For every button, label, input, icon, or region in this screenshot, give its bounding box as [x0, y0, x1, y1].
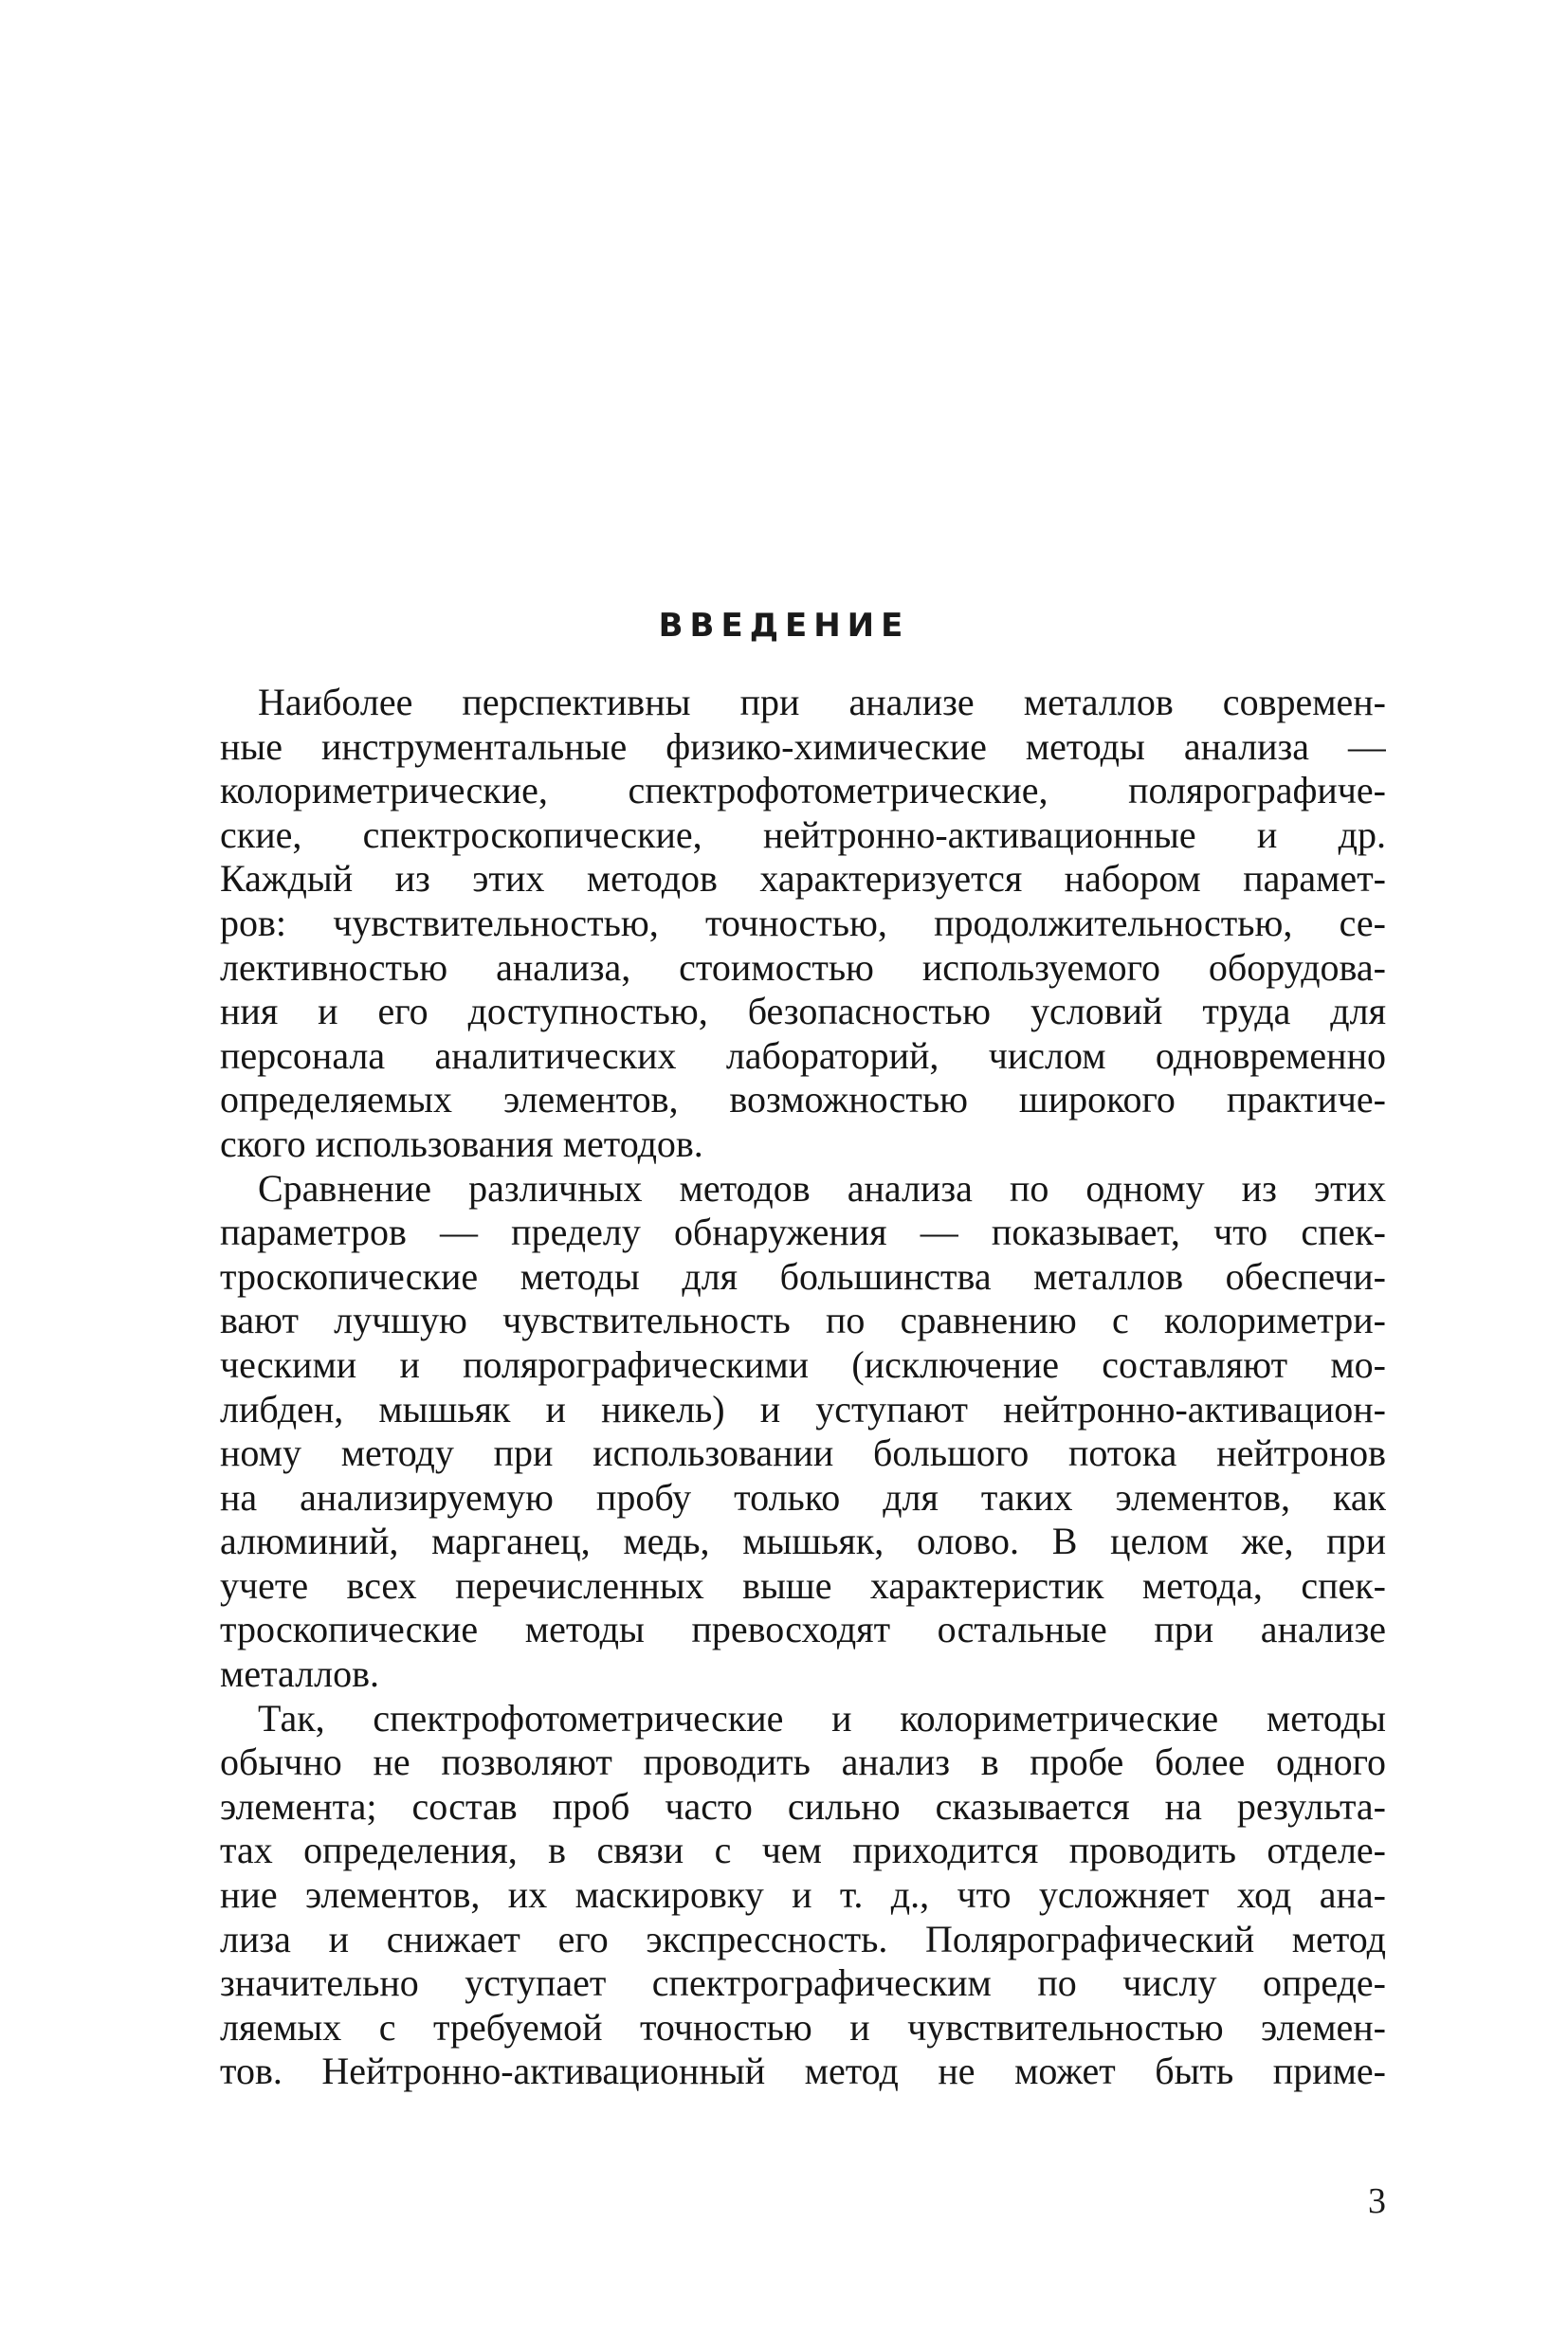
text-line: алюминий, марганец, медь, мышьяк, олово. В целом же, при [220, 1520, 1386, 1563]
text-line: ские, спектроскопические, нейтронно-активационные и др. [220, 812, 1386, 856]
text-line: значительно уступает спектрографическим по числу опреде- [220, 1961, 1386, 2005]
body-text [220, 681, 1386, 2094]
text-line: колориметрические, спектрофотометрические, полярографиче- [220, 769, 1386, 812]
text-line: троскопические методы для большинства металлов обеспечи- [220, 1254, 1386, 1298]
text-line: определяемых элементов, возможностью широкого практиче- [220, 1078, 1386, 1121]
text-line: Так, спектрофотометрические и колориметрические методы [258, 1696, 1386, 1740]
text-line: ные инструментальные физико-химические методы анализа — [220, 724, 1386, 768]
text-line: Сравнение различных методов анализа по одному из этих [258, 1166, 1386, 1210]
paragraph [220, 1697, 1386, 2094]
text-line: ние элементов, их маскировку и т. д., что усложняет ход ана- [220, 1873, 1386, 1917]
text-line: параметров — пределу обнаружения — показывает, что спек- [220, 1211, 1386, 1254]
text-line: ческими и полярографическими (исключение составляют мо- [220, 1342, 1386, 1386]
text-line: на анализируемую пробу только для таких элементов, как [220, 1475, 1386, 1519]
text-line: вают лучшую чувствительность по сравнению с колориметри- [220, 1299, 1386, 1342]
text-line: ров: чувствительностью, точностью, продолжительностью, се- [220, 901, 1386, 944]
paragraph [220, 1167, 1386, 1697]
paragraph [220, 681, 1386, 1167]
text-line: ского использования методов. [220, 1121, 703, 1165]
text-line: троскопические методы превосходят остальные при анализе [220, 1608, 1386, 1651]
page-number: 3 [1368, 2181, 1386, 2221]
text-line: учете всех перечисленных выше характеристик метода, спек- [220, 1563, 1386, 1607]
text-line: лиза и снижает его экспрессность. Полярографический метод [220, 1917, 1386, 1960]
text-line: тах определения, в связи с чем приходится проводить отделе- [220, 1829, 1386, 1872]
text-line: лективностью анализа, стоимостью используемого оборудова- [220, 945, 1386, 989]
text-line: элемента; состав проб часто сильно сказывается на результа- [220, 1784, 1386, 1828]
text-line: металлов. [220, 1652, 379, 1696]
text-line: либден, мышьяк и никель) и уступают нейтронно-активацион- [220, 1387, 1386, 1431]
section-heading: ВВЕДЕНИЕ [658, 607, 910, 645]
text-line: обычно не позволяют проводить анализ в пробе более одного [220, 1740, 1386, 1784]
text-line: ному методу при использовании большого потока нейтронов [220, 1431, 1386, 1475]
text-line: ния и его доступностью, безопасностью условий труда для [220, 990, 1386, 1033]
text-line: тов. Нейтронно-активационный метод не может быть приме- [220, 2050, 1386, 2093]
text-line: Каждый из этих методов характеризуется набором парамет- [220, 857, 1386, 901]
text-line: Наиболее перспективны при анализе металлов современ- [258, 681, 1386, 723]
text-line: ляемых с требуемой точностью и чувствительностью элемен- [220, 2005, 1386, 2049]
text-line: персонала аналитических лабораторий, числом одновременно [220, 1033, 1386, 1077]
